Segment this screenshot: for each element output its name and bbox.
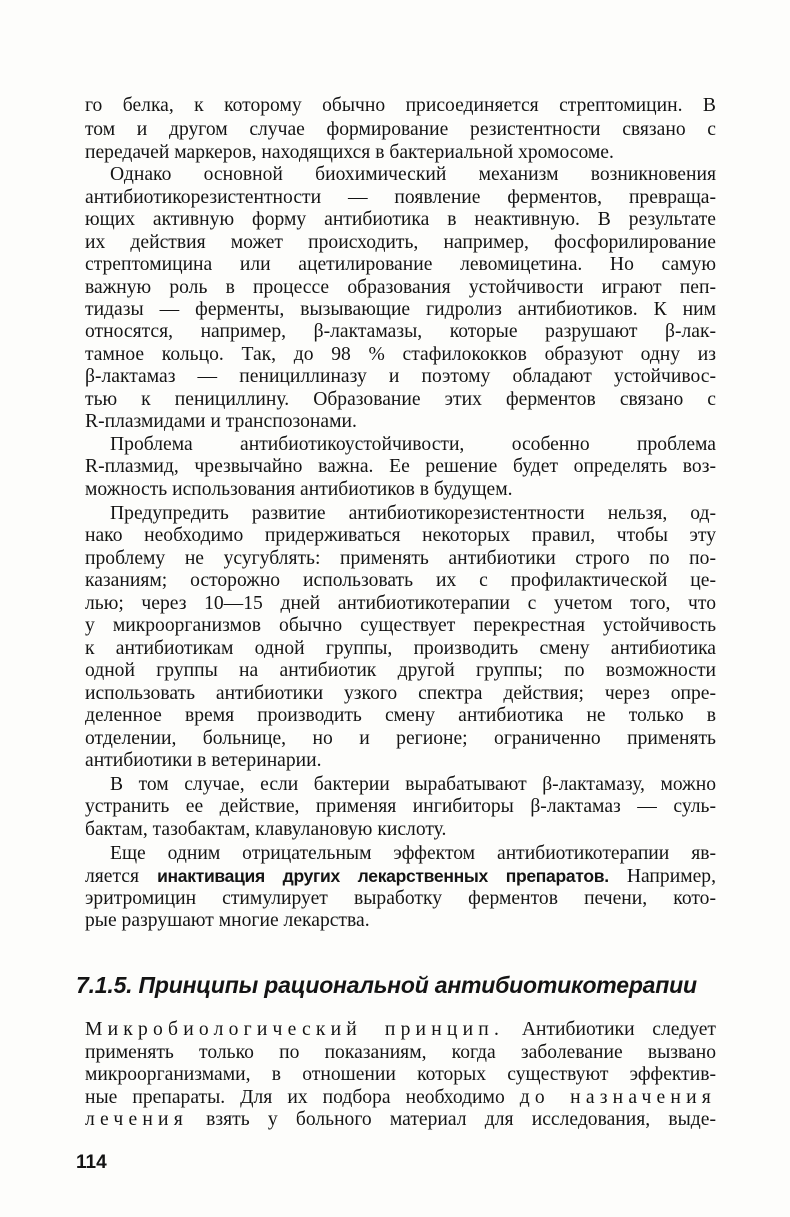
text-line: к антибиотикам одной группы, производить смену антибиотика <box>85 638 716 659</box>
text-line: антибиотикорезистентности — появление ферментов, превраща- <box>85 187 716 208</box>
text-run: Антибиотики следует <box>504 1019 716 1040</box>
text-line: у микроорганизмов обычно существует перекрестная устойчивость <box>85 615 716 636</box>
text-line: β-лактамаз — пенициллиназу и поэтому обладают устойчивос- <box>85 366 716 387</box>
text-line: Еще одним отрицательным эффектом антибиотикотерапии яв- <box>110 843 716 864</box>
text-line <box>85 864 716 889</box>
text-line: важную роль в процессе образования устойчивости играют пеп- <box>85 277 716 298</box>
text-line: тидазы — ферменты, вызывающие гидролиз антибиотиков. К ним <box>85 299 716 320</box>
spaced-term: до назначения <box>519 1087 717 1108</box>
text-line: использовать антибиотики узкого спектра действия; через опре- <box>85 683 716 704</box>
text-line: отделении, больнице, но и регионе; ограниченно применять <box>85 728 716 749</box>
text-line: Проблема антибиотикоустойчивости, особенно проблема <box>110 434 716 455</box>
text-line: бактам, тазобактам, клавулановую кислоту. <box>85 819 447 840</box>
spaced-term: Микробиологический принцип. <box>85 1019 505 1040</box>
text-line: R-плазмидами и транспозонами. <box>85 411 357 432</box>
text-line: антибиотики в ветеринарии. <box>85 750 322 771</box>
text-line: R-плазмид, чрезвычайно важна. Ее решение будет определять воз- <box>85 456 716 477</box>
text-line: деленное время производить смену антибиотика не только в <box>85 705 716 726</box>
text-line: рые разрушают многие лекарства. <box>85 910 370 931</box>
text-line: устранить ее действие, применяя ингибиторы β-лактамаз — суль- <box>85 796 716 817</box>
page-number: 114 <box>76 1152 107 1173</box>
text-line: проблему не усугублять: применять антибиотики строго по по- <box>85 548 716 569</box>
text-run: ляется <box>85 866 158 887</box>
text-line: можность использования антибиотиков в будущем. <box>85 479 513 500</box>
text-line: лью; через 10—15 дней антибиотикотерапии с учетом того, что <box>85 593 716 614</box>
text-line <box>85 1086 716 1110</box>
text-line: ющих активную форму антибиотика в неактивную. В результате <box>85 209 716 230</box>
text-line: одной группы на антибиотик другой группы; по возможности <box>85 660 716 681</box>
text-line: стрептомицина или ацетилирование левомицетина. Но самую <box>85 254 716 275</box>
spaced-term: лечения <box>85 1109 188 1130</box>
text-line: эритромицин стимулирует выработку ферментов печени, кото- <box>85 888 716 909</box>
section-heading: 7.1.5. Принципы рациональной антибиотикотерапии <box>76 972 697 998</box>
text-line: относятся, например, β-лактамазы, которые разрушают β-лак- <box>85 321 716 342</box>
text-line: нако необходимо придерживаться некоторых правил, чтобы эту <box>85 525 716 546</box>
text-line: применять только по показаниям, когда заболевание вызвано <box>85 1042 716 1063</box>
text-line: том и другом случае формирование резистентности связано с <box>85 119 716 140</box>
text-line: В том случае, если бактерии вырабатывают β-лактамазу, можно <box>110 774 716 795</box>
text-line <box>85 1018 716 1042</box>
text-line: Предупредить развитие антибиотикорезистентности нельзя, од- <box>110 503 716 524</box>
text-line: их действия может происходить, например, фосфорилирование <box>85 232 716 253</box>
text-line: тамное кольцо. Так, до 98 % стафилококков образуют одну из <box>85 344 716 365</box>
text-run: ные препараты. Для их подбора необходимо <box>85 1087 520 1108</box>
text-line: го белка, к которому обычно присоединяется стрептомицин. В <box>85 95 716 116</box>
bold-term: инактивация других лекарственных препаратов. <box>157 866 609 886</box>
text-run: взять у больного материал для исследования, выде- <box>187 1109 716 1130</box>
text-line: микроорганизмами, в отношении которых существуют эффектив- <box>85 1064 716 1085</box>
text-line: тью к пенициллину. Образование этих ферментов связано с <box>85 389 716 410</box>
text-line <box>85 1108 716 1132</box>
text-line: казаниям; осторожно использовать их с профилактической це- <box>85 570 716 591</box>
text-run: Например, <box>608 866 716 887</box>
text-line: передачей маркеров, находящихся в бактериальной хромосоме. <box>85 142 614 163</box>
text-line: Однако основной биохимический механизм возникновения <box>110 164 716 185</box>
